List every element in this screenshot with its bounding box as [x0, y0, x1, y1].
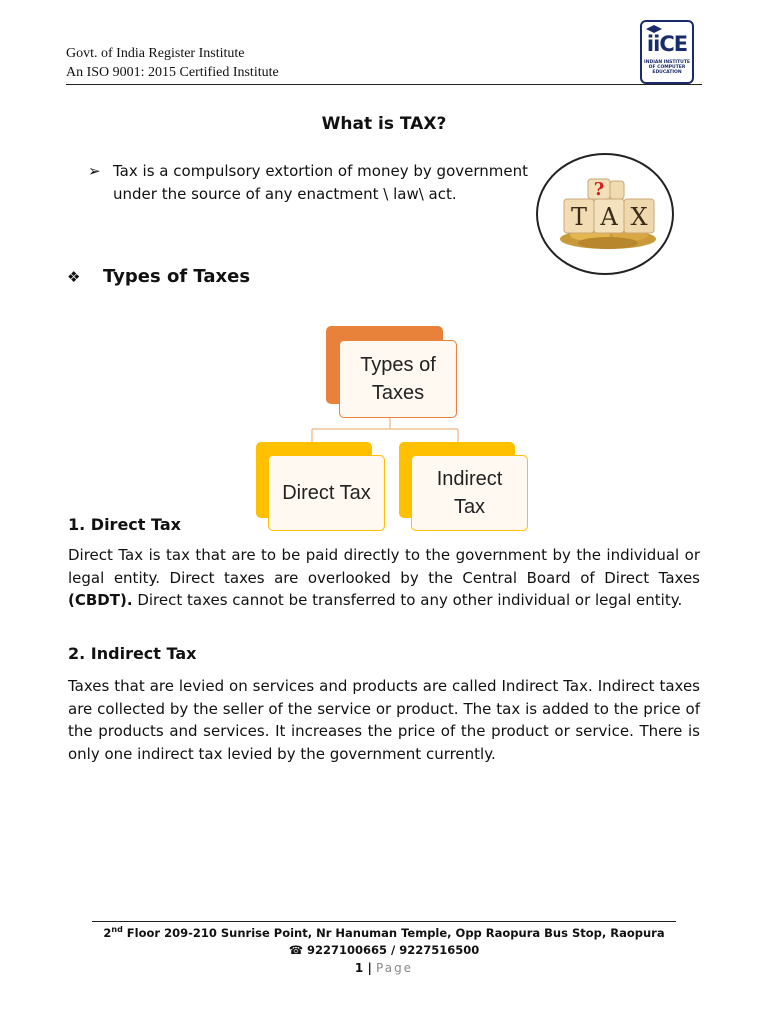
direct-tax-text-2: Direct taxes cannot be transferred to any other individual or legal entity. — [132, 591, 683, 609]
indirect-tax-node — [411, 455, 528, 531]
tax-definition-text: Tax is a compulsory extortion of money by government under the source of any enactment \ law\ act. — [113, 162, 528, 203]
question-mark-glyph: ? — [593, 179, 605, 200]
tax-letter-x: X — [630, 203, 648, 231]
logo-brand-text: iiCE — [646, 32, 688, 56]
tax-blocks-image — [536, 153, 674, 275]
root-node-label: Types of Taxes — [360, 354, 436, 404]
indirect-tax-heading: 2. Indirect Tax — [68, 644, 197, 663]
cbdt-bold-text: (CBDT). — [68, 591, 133, 609]
footer-page-indicator — [0, 961, 768, 975]
direct-tax-text-1: Direct Tax is tax that are to be paid directly to the government by the individual or legal entity. Direct taxes are overlooked by the Central Board of Direct Taxes — [68, 546, 700, 587]
tax-blocks-illustration — [538, 155, 672, 273]
types-of-taxes-heading: Types of Taxes — [103, 266, 251, 287]
direct-tax-heading: 1. Direct Tax — [68, 515, 181, 534]
footer-floor-suffix: nd — [111, 925, 123, 934]
arrow-bullet-icon: ➢ — [88, 162, 101, 180]
footer-divider — [92, 921, 676, 922]
tax-letter-a: A — [600, 203, 618, 231]
tax-types-diagram — [250, 326, 530, 536]
footer-phone: ☎ 9227100665 / 9227516500 — [288, 943, 480, 957]
page-separator: | — [363, 961, 377, 975]
indirect-tax-paragraph: Taxes that are levied on services and products are called Indirect Tax. Indirect taxes are collected by the seller of the service or product. The tax is added to the price of the products and services. It increases the price of the product or service. There is only one indirect tax levied by the government currently. — [68, 677, 700, 763]
page-title: What is TAX? — [321, 114, 447, 134]
root-node — [339, 340, 457, 418]
header-iso-line: An ISO 9001: 2015 Certified Institute — [66, 65, 279, 80]
header-divider — [66, 84, 702, 85]
page-label: Page — [376, 961, 414, 975]
page-number: 1 — [354, 961, 364, 975]
direct-tax-node-label: Direct Tax — [282, 482, 371, 504]
logo-subtext: INDIAN INSTITUTE OF COMPUTER EDUCATION — [644, 60, 690, 75]
institute-logo — [640, 20, 694, 84]
indirect-tax-node-label: Indirect Tax — [436, 468, 503, 518]
tax-letter-t: T — [570, 203, 588, 231]
direct-tax-node — [268, 455, 385, 531]
header-institute-line: Govt. of India Register Institute — [66, 46, 245, 61]
footer-address-text: Floor 209-210 Sunrise Point, Nr Hanuman Temple, Opp Raopura Bus Stop, Raopura — [122, 925, 665, 940]
footer-address — [0, 925, 768, 940]
direct-tax-paragraph — [68, 544, 700, 612]
footer-floor-number: 2 — [103, 925, 112, 940]
diamond-bullet-icon: ❖ — [67, 268, 81, 286]
